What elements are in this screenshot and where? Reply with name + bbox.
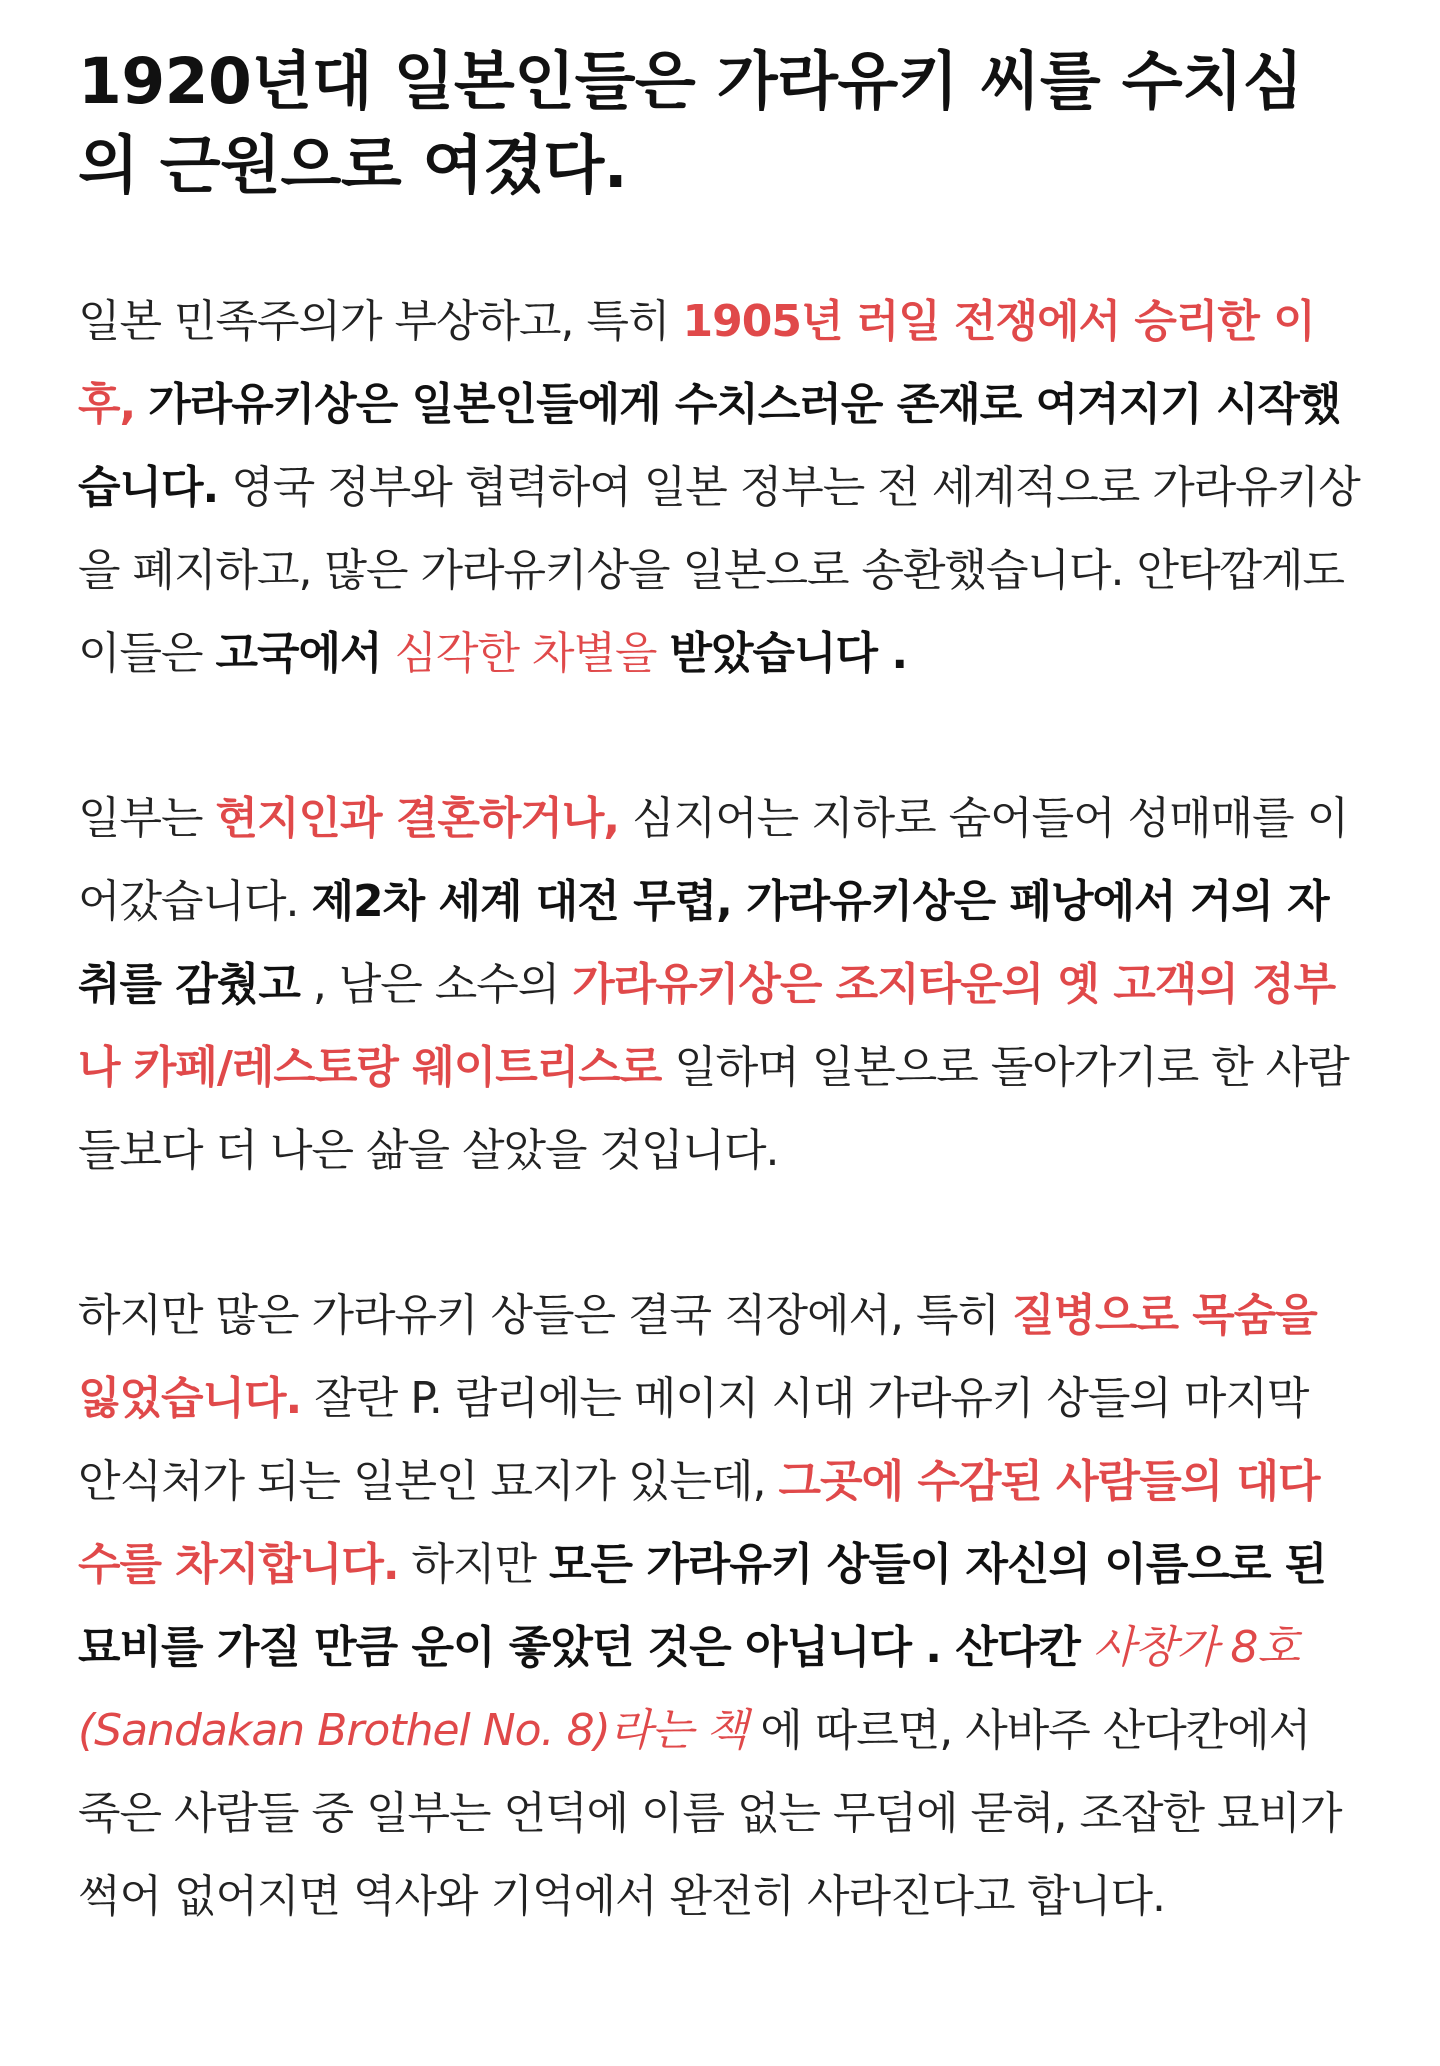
text-segment: 일하며 일본으로 돌아가기로 한 사람들보다 더 나은 삶을 살았을 것입니다. [78, 1042, 1349, 1176]
paragraph-1 [78, 280, 1360, 695]
bold-segment: 모든 가라유키 상들이 자신의 이름으로 된 묘비를 가질 만큼 운이 좋았던 것은 아닙니다 . 산다칸 [78, 1539, 1327, 1673]
text-segment: 하지만 많은 가라유키 상들은 결국 직장에서, 특히 [78, 1290, 1012, 1341]
text-segment: 일본 민족주의가 부상하고, 특히 [78, 296, 683, 347]
paragraph-3 [78, 1274, 1360, 1938]
text-segment [657, 628, 670, 679]
bold-segment: 제2차 세계 대전 무렵, 가라유키상은 페낭에서 거의 자취를 감췄고 [78, 876, 1329, 1010]
text-segment [1080, 1622, 1093, 1673]
paragraph-2 [78, 777, 1360, 1192]
text-segment: , 남은 소수의 [299, 959, 573, 1010]
text-segment: 잘란 P. 람리에는 메이지 시대 가라유키 상들의 마지막 안식처가 되는 일본인 묘지가 있는데, [78, 1373, 1309, 1507]
highlight-segment: 질병으로 목숨을 잃었습니다. [78, 1290, 1317, 1424]
highlight-segment: 현지인과 결혼하거나, [215, 793, 620, 844]
highlight-segment: 1905년 러일 전쟁에서 승리한 이후, [78, 296, 1315, 430]
book-title-link[interactable]: 사창가 8호(Sandakan Brothel No. 8)라는 책 [78, 1622, 1299, 1756]
article-headline: 1920년대 일본인들은 가라유키 씨를 수치심의 근원으로 여겼다. [78, 45, 1303, 202]
highlight-segment: 가라유키상은 조지타운의 옛 고객의 정부나 카페/레스토랑 웨이트리스로 [78, 959, 1336, 1093]
bold-segment: 고국에서 [215, 628, 382, 679]
text-segment: 심지어는 지하로 숨어들어 성매매를 이어갔습니다. [78, 793, 1349, 927]
highlight-segment: 심각한 차별을 [394, 628, 657, 679]
bold-segment: 가라유키상은 일본인들에게 수치스러운 존재로 여겨지기 시작했습니다. [78, 379, 1341, 513]
text-segment: 하지만 [398, 1539, 550, 1590]
text-segment: 일부는 [78, 793, 216, 844]
text-segment [135, 379, 148, 430]
text-segment: 에 따르면, 사바주 산다칸에서 죽은 사람들 중 일부는 언덕에 이름 없는 무덤에 묻혀, 조잡한 묘비가 썩어 없어지면 역사와 기억에서 완전히 사라진다고 합니다. [78, 1705, 1342, 1922]
text-segment [382, 628, 395, 679]
text-segment: 영국 정부와 협력하여 일본 정부는 전 세계적으로 가라유키상을 폐지하고, 많은 가라유키상을 일본으로 송환했습니다. 안타깝게도 이들은 [78, 462, 1360, 679]
bold-segment: 받았습니다 . [669, 628, 908, 679]
highlight-segment: 그곳에 수감된 사람들의 대다수를 차지합니다. [78, 1456, 1320, 1590]
